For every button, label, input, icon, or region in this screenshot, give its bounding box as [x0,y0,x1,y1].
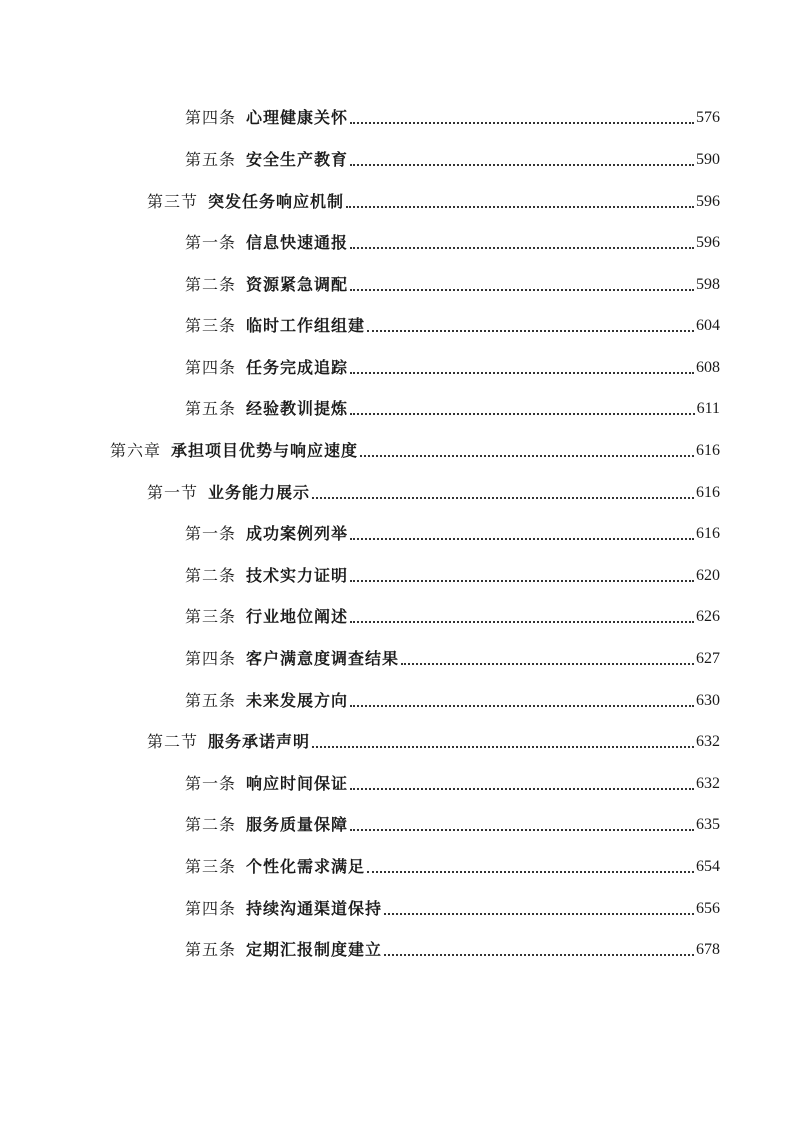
toc-leader-dots [350,580,694,582]
toc-entry[interactable] [185,229,720,253]
toc-entry-title: 承担项目优势与响应速度 [171,441,359,460]
toc-entry[interactable] [185,354,720,378]
toc-entry-number: 第三节 [147,192,199,211]
toc-entry-number: 第六章 [110,441,162,460]
toc-entry-page: 596 [696,234,720,251]
toc-leader-dots [350,164,694,166]
toc-entry-page: 608 [696,359,720,376]
toc-entry-page: 616 [696,484,720,501]
toc-leader-dots [312,746,694,748]
toc-entry-number: 第二条 [185,275,237,294]
toc-entry-number: 第五条 [185,940,237,959]
toc-entry-number: 第一条 [185,774,237,793]
toc-entry-page: 598 [696,276,720,293]
toc-leader-dots [350,538,694,540]
toc-entry-number: 第四条 [185,358,237,377]
toc-entry-title: 安全生产教育 [246,150,349,169]
toc-entry[interactable] [185,645,720,669]
toc-leader-dots [401,663,694,665]
toc-leader-dots [346,206,694,208]
toc-entry[interactable] [185,146,720,170]
toc-entry-number: 第二条 [185,566,237,585]
toc-entry-title: 定期汇报制度建立 [246,940,383,959]
toc-entry[interactable] [185,395,720,419]
toc-entry[interactable] [147,479,720,503]
toc-entry[interactable] [185,603,720,627]
toc-entry-page: 596 [696,193,720,210]
toc-entry-title: 技术实力证明 [246,566,349,585]
toc-leader-dots [312,497,694,499]
toc-entry-title: 临时工作组组建 [246,316,366,335]
toc-entry[interactable] [185,104,720,128]
toc-entry-number: 第五条 [185,399,237,418]
toc-entry-page: 616 [696,525,720,542]
toc-entry-title: 成功案例列举 [246,524,349,543]
toc-entry[interactable] [147,188,720,212]
toc-leader-dots [384,913,694,915]
toc-entry-title: 任务完成追踪 [246,358,349,377]
toc-entry-number: 第三条 [185,607,237,626]
toc-entry-number: 第三条 [185,857,237,876]
toc-leader-dots [350,621,694,623]
toc-entry-title: 服务承诺声明 [208,732,311,751]
toc-entry-title: 未来发展方向 [246,691,349,710]
toc-entry-number: 第一节 [147,483,199,502]
toc-entry[interactable] [185,770,720,794]
toc-entry-page: 678 [696,941,720,958]
toc-entry[interactable] [185,520,720,544]
toc-entry[interactable] [147,728,720,752]
toc-leader-dots [367,871,694,873]
toc-entry-page: 611 [696,400,720,417]
toc-leader-dots [350,829,694,831]
toc-entry-title: 行业地位阐述 [246,607,349,626]
toc-entry-number: 第五条 [185,150,237,169]
toc-entry[interactable] [185,271,720,295]
toc-entry-title: 客户满意度调查结果 [246,649,400,668]
toc-entry-title: 个性化需求满足 [246,857,366,876]
toc-leader-dots [350,122,694,124]
toc-entry-number: 第二条 [185,815,237,834]
toc-leader-dots [350,372,694,374]
toc-entry-page: 616 [696,442,720,459]
toc-entry-title: 服务质量保障 [246,815,349,834]
toc-entry-page: 590 [696,151,720,168]
toc-leader-dots [384,954,694,956]
toc-entry-page: 654 [696,858,720,875]
toc-entry-title: 持续沟通渠道保持 [246,899,383,918]
toc-entry-page: 632 [696,775,720,792]
toc-entry[interactable] [185,853,720,877]
toc-entry-number: 第三条 [185,316,237,335]
toc-leader-dots [350,788,694,790]
toc-entry-number: 第四条 [185,108,237,127]
toc-entry-number: 第四条 [185,649,237,668]
toc-leader-dots [350,413,695,415]
toc-entry-number: 第一条 [185,524,237,543]
toc-entry[interactable] [110,437,720,461]
toc-entry-number: 第五条 [185,691,237,710]
toc-entry-page: 627 [696,650,720,667]
toc-entry-page: 656 [696,900,720,917]
toc-entry-number: 第四条 [185,899,237,918]
toc-entry[interactable] [185,687,720,711]
toc-entry[interactable] [185,895,720,919]
toc-leader-dots [350,289,694,291]
toc-entry[interactable] [185,936,720,960]
toc-leader-dots [360,455,694,457]
toc-entry-title: 信息快速通报 [246,233,349,252]
toc-entry-title: 心理健康关怀 [246,108,349,127]
toc-entry-title: 响应时间保证 [246,774,349,793]
toc-entry-number: 第一条 [185,233,237,252]
toc-entry-page: 635 [696,816,720,833]
toc-entry-title: 突发任务响应机制 [208,192,345,211]
toc-entry-page: 632 [696,733,720,750]
toc-entry[interactable] [185,312,720,336]
toc-leader-dots [350,705,694,707]
toc-entry-number: 第二节 [147,732,199,751]
toc-entry[interactable] [185,562,720,586]
toc-entry-page: 620 [696,567,720,584]
toc-entry-page: 630 [696,692,720,709]
toc-entry-page: 576 [696,109,720,126]
toc-entry-title: 业务能力展示 [208,483,311,502]
toc-leader-dots [350,247,694,249]
toc-entry-page: 604 [696,317,720,334]
toc-entry-title: 资源紧急调配 [246,275,349,294]
toc-entry-page: 626 [696,608,720,625]
toc-entry[interactable] [185,811,720,835]
toc-entry-title: 经验教训提炼 [246,399,349,418]
toc-leader-dots [367,330,694,332]
